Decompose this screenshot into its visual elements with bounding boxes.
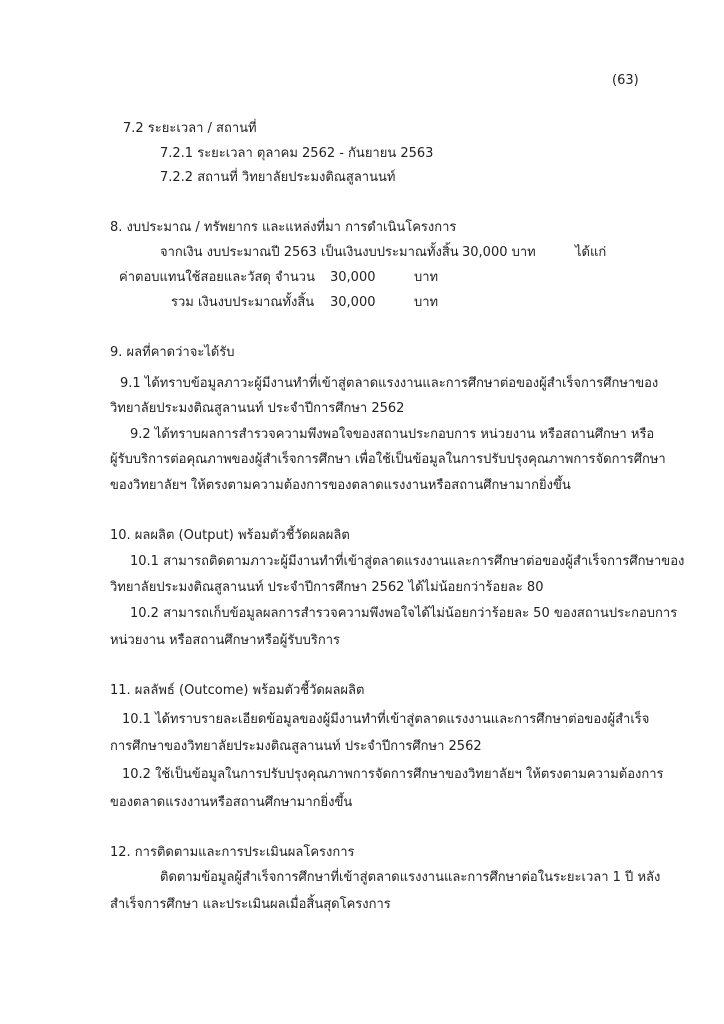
section-9-2-line2: ผู้รับบริการต่อคุณภาพของผู้สำเร็จการศึกษา เพื่อใช้เป็นข้อมูลในการปรับปรุงคุณภาพการจัดการศึกษา — [110, 452, 666, 467]
section-11-1-line1: 10.1 ได้ทราบรายละเอียดข้อมูลของผู้มีงานทำที่เข้าสู่ตลาดแรงงานและการศึกษาต่อของผู้สำเร็จ — [122, 712, 650, 727]
section-7-2-1-text: 7.2.1 ระยะเวลา ตุลาคม 2562 - กันยายน 2563 — [160, 146, 434, 161]
section-9-2-line3: ของวิทยาลัยฯ ให้ตรงตามความต้องการของตลาดแรงงานหรือสถานศึกษามากยิ่งขึ้น — [110, 478, 571, 493]
section-12-line2: สำเร็จการศึกษา และประเมินผลเมื่อสิ้นสุดโครงการ — [110, 897, 391, 912]
section-12-heading: 12. การติดตามและการประเมินผลโครงการ — [110, 845, 355, 860]
budget-source-suffix: ได้แก่ — [575, 245, 607, 260]
section-11-heading: 11. ผลลัพธ์ (Outcome) พร้อมตัวชี้วัดผลผลิต — [110, 683, 365, 698]
budget-row-unit: บาท — [414, 270, 439, 285]
budget-total-amount: 30,000 — [330, 295, 376, 310]
section-10-1-line1: 10.1 สามารถติดตามภาวะผู้มีงานทำที่เข้าสู่ตลาดแรงงานและการศึกษาต่อของผู้สำเร็จการศึกษาของ — [130, 554, 685, 569]
section-7-2-2-text: 7.2.2 สถานที่ วิทยาลัยประมงติณสูลานนท์ — [160, 170, 396, 185]
section-12-line1: ติดตามข้อมูลผู้สำเร็จการศึกษาที่เข้าสู่ตลาดแรงงานและการศึกษาต่อในระยะเวลา 1 ปี หลัง — [160, 870, 661, 885]
section-8-heading: 8. งบประมาณ / ทรัพยากร และแหล่งที่มา การดำเนินโครงการ — [110, 220, 457, 235]
section-11-2-line1: 10.2 ใช้เป็นข้อมูลในการปรับปรุงคุณภาพการจัดการศึกษาของวิทยาลัยฯ ให้ตรงตามความต้องการ — [122, 767, 664, 782]
budget-row-amount: 30,000 — [330, 270, 376, 285]
section-9-1-line2: วิทยาลัยประมงติณสูลานนท์ ประจำปีการศึกษา 2562 — [110, 401, 405, 416]
budget-total-unit: บาท — [414, 295, 439, 310]
section-9-1-line1: 9.1 ได้ทราบข้อมูลภาวะผู้มีงานทำที่เข้าสู่ตลาดแรงงานและการศึกษาต่อของผู้สำเร็จการศึกษาของ — [120, 376, 659, 391]
section-11-2-line2: ของตลาดแรงงานหรือสถานศึกษามากยิ่งขึ้น — [110, 795, 353, 810]
section-10-2-line2: หน่วยงาน หรือสถานศึกษาหรือผู้รับบริการ — [110, 633, 340, 648]
section-9-heading: 9. ผลที่คาดว่าจะได้รับ — [110, 345, 235, 360]
section-7-2-heading: 7.2 ระยะเวลา / สถานที่ — [123, 121, 257, 136]
page-number: (63) — [612, 73, 639, 88]
section-10-2-line1: 10.2 สามารถเก็บข้อมูลผลการสำรวจความพึงพอใจได้ไม่น้อยกว่าร้อยละ 50 ของสถานประกอบการ — [130, 606, 678, 621]
budget-row-label: ค่าตอบแทนใช้สอยและวัสดุ จำนวน — [119, 270, 315, 285]
section-10-heading: 10. ผลผลิต (Output) พร้อมตัวชี้วัดผลผลิต — [110, 528, 350, 543]
budget-total-label: รวม เงินงบประมาณทั้งสิ้น — [171, 295, 315, 310]
section-10-1-line2: วิทยาลัยประมงติณสูลานนท์ ประจำปีการศึกษา 2562 ได้ไม่น้อยกว่าร้อยละ 80 — [110, 580, 544, 595]
budget-source-amount: 30,000 บาท — [462, 245, 536, 260]
section-11-1-line2: การศึกษาของวิทยาลัยประมงติณสูลานนท์ ประจำปีการศึกษา 2562 — [110, 739, 482, 754]
budget-source-text: จากเงิน งบประมาณปี 2563 เป็นเงินงบประมาณทั้งสิ้น — [160, 245, 459, 260]
section-9-2-line1: 9.2 ได้ทราบผลการสำรวจความพึงพอใจของสถานประกอบการ หน่วยงาน หรือสถานศึกษา หรือ — [130, 427, 655, 442]
